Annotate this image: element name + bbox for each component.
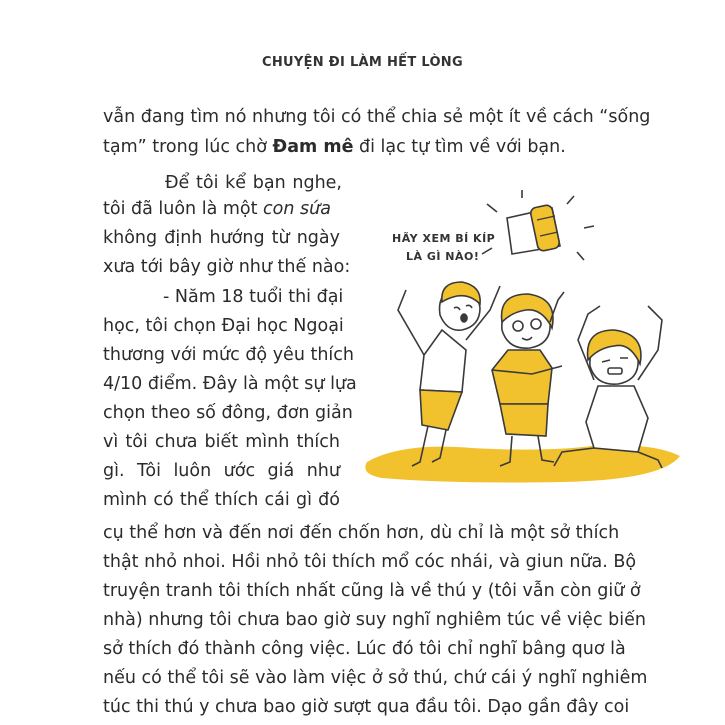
text-line: mình có thể thích cái gì đó	[103, 490, 340, 510]
speech-line-1: HÃY XEM BÍ KÍP	[392, 232, 496, 245]
running-title: CHUYỆN ĐI LÀM HẾT LÒNG	[262, 55, 463, 70]
scroll-icon	[507, 204, 560, 254]
emphasis-bold: Đam mê	[272, 137, 354, 157]
text-line: sở thích đó thành công việc. Lúc đó tôi chỉ nghĩ bâng quơ là	[103, 639, 626, 659]
kids-scroll-illustration	[362, 190, 682, 490]
text-line	[103, 134, 613, 160]
speech-line-2: LÀ GÌ NÀO!	[406, 250, 480, 263]
text-line: truyện tranh tôi thích nhất cũng là về thú y (tôi vẫn còn giữ ở	[103, 581, 641, 601]
text-line: thương với mức độ yêu thích	[103, 345, 355, 365]
text-line: học, tôi chọn Đại học Ngoại	[103, 316, 344, 336]
text-run: tôi đã luôn là một	[103, 199, 264, 219]
text-line: gì. Tôi luôn ước giá như	[103, 461, 340, 481]
text-line	[103, 196, 340, 222]
text-line: túc thi thú y chưa bao giờ sượt qua đầu tôi. Dạo gần đây coi	[103, 697, 630, 717]
text-line: Để tôi kể bạn nghe,	[165, 173, 342, 193]
text-line: chọn theo số đông, đơn giản	[103, 403, 353, 423]
text-line: nếu có thể tôi sẽ vào làm việc ở sở thú, chứ cái ý nghĩ nghiêm	[103, 668, 648, 688]
kid-left	[398, 282, 500, 466]
text-line: xưa tới bây giờ như thế nào:	[103, 257, 351, 277]
text-line: vì tôi chưa biết mình thích	[103, 432, 340, 452]
text-line: 4/10 điểm. Đây là một sự lựa	[103, 374, 357, 394]
text-line: vẫn đang tìm nó nhưng tôi có thể chia sẻ một ít về cách “sống	[103, 107, 651, 127]
text-line: cụ thể hơn và đến nơi đến chốn hơn, dù chỉ là một sở thích	[103, 523, 620, 543]
kid-middle	[492, 292, 564, 466]
text-run: đi lạc tự tìm về với bạn.	[353, 137, 566, 157]
text-line: không định hướng từ ngày	[103, 228, 340, 248]
text-line: nhà) nhưng tôi chưa bao giờ suy nghĩ nghiêm túc về việc biến	[103, 610, 646, 630]
emphasis-italic: con sứa	[263, 199, 331, 219]
text-line: thật nhỏ nhoi. Hồi nhỏ tôi thích mổ cóc nhái, và giun nữa. Bộ	[103, 552, 637, 572]
text-run: tạm” trong lúc chờ	[103, 137, 273, 157]
text-line: - Năm 18 tuổi thi đại	[163, 287, 344, 307]
kid-right	[554, 306, 662, 468]
